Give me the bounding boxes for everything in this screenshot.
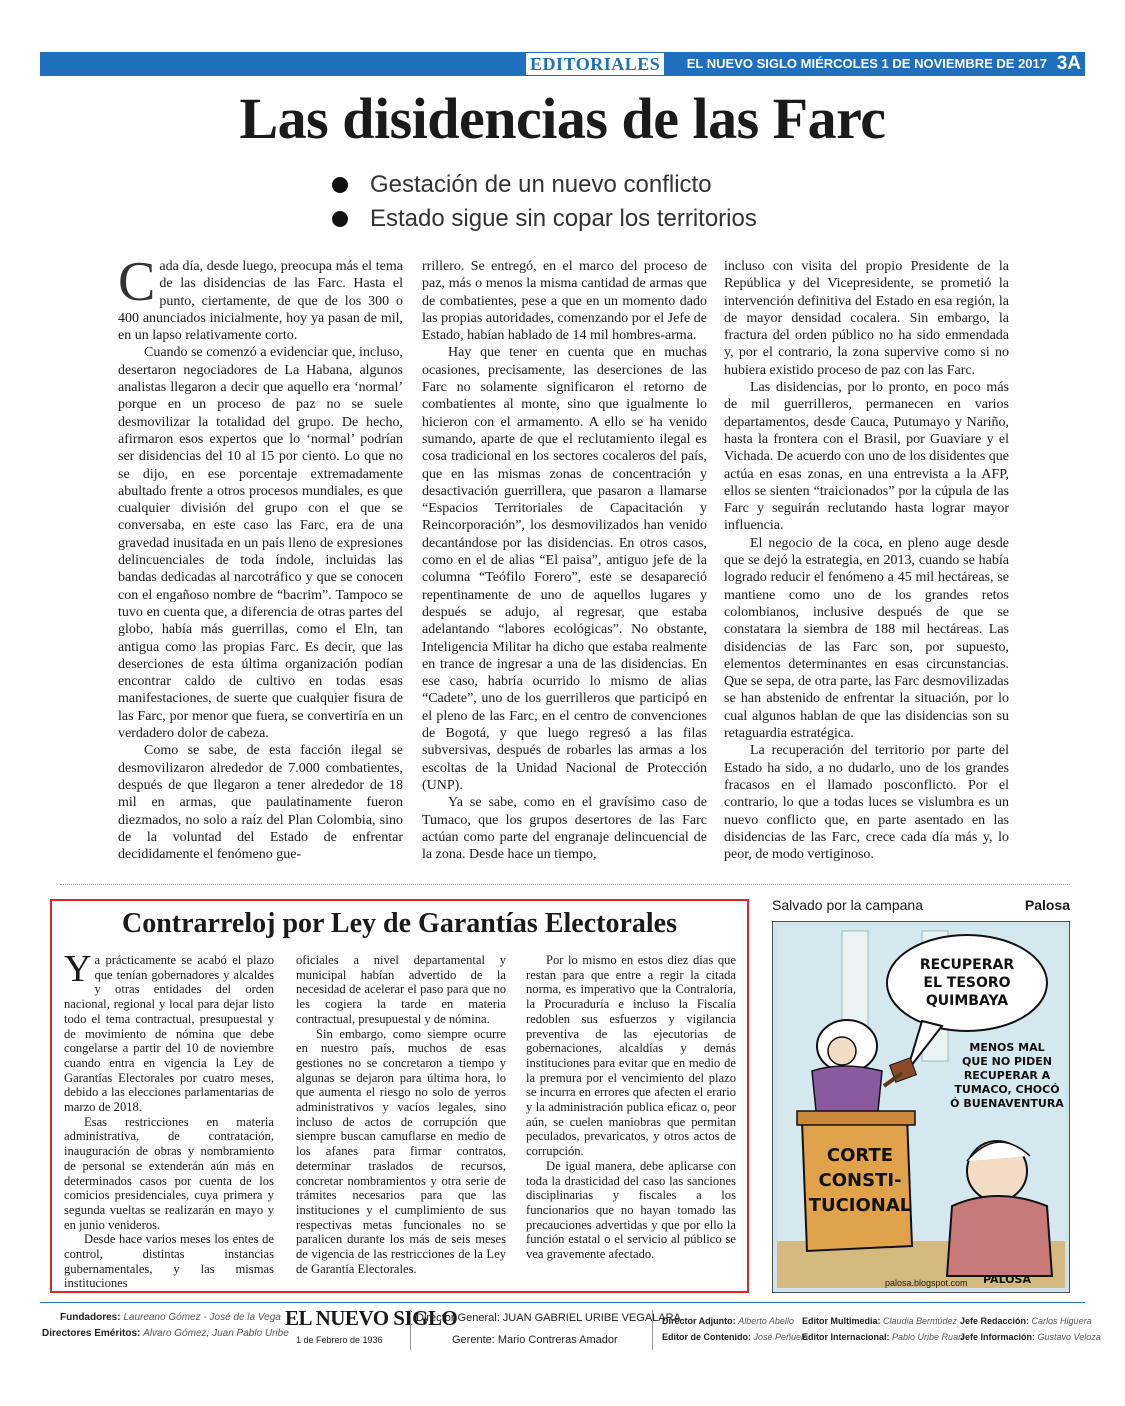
podium-sign-text: CORTE [826,1145,894,1166]
section-label: EDITORIALES [526,53,664,75]
cartoon-signature: PALOSA [983,1273,1031,1286]
footer-director-general: Director General: JUAN GABRIEL URIBE VEGALARA [416,1312,681,1324]
box-column-2 [296,953,506,1276]
box-paragraph: Sin embargo, como siempre ocurre en nuestro país, muchos de esas gestiones no se concretaron a tiempo y algunas se dejaron para última hora, lo que aumenta el riesgo no solo de yerros administrativos y vacíos legales, sino incluso de actos de corrupción que siempre buscan camuflarse en medio de los afanes para firmar contratos, determinar traslados de recursos, concretar nombramientos y otra serie de trámites necesarios para que las instituciones y el cumplimiento de sus respectivas metas funcionales no se paralicen durante los más de seis meses de vigencia de las restricciones de la Ley de Garantía Electorales. [296,1026,506,1276]
bubble-2-text: TUMACO, CHOCÓ [954,1083,1060,1096]
footer-separator [410,1310,411,1350]
editorial-paragraph: Ya se sabe, como en el gravísimo caso de Tumaco, que los grupos desertores de las Farc actúan como parte del engranaje delincuencial de la zona. Desde hace un tiempo, [422,795,707,863]
footer-separator [652,1310,653,1350]
headline: Las disidencias de las Farc [239,86,886,151]
boxed-editorial-title: Contrarreloj por Ley de Garantías Electorales [122,908,677,939]
subheadline-item: Estado sigue sin copar los territorios [330,202,757,236]
bubble-2-text: QUE NO PIDEN [961,1055,1053,1068]
bubble-2-text: Ó BUENAVENTURA [950,1097,1064,1110]
footer-founders: Fundadores: Laureano Gómez - José de la Vega [60,1312,281,1323]
newspaper-founding-date: 1 de Febrero de 1936 [296,1335,383,1345]
editorial-paragraph: Las disidencias, por lo pronto, en poco más de mil guerrilleros, permanecen en varios departamentos, desde Cauca, Putumayo y Nariño, hasta la frontera con el Brasil, por Guaviare y el Vichada. De acuerdo con uno de los disidentes que actúa en esas zonas, en una entrevista a la AFP, ellos se sienten “traicionados” por la cúpula de las Farc y seguirán reclutando hasta lograr mayor influencia. [724,380,1009,534]
editorial-paragraph: Cada día, desde luego, preocupa más el tema de las disidencias de las Farc. Hasta el punto, ciertamente, de que de los 300 o 400 anunciados inicialmente, hoy ya pasan de mil, en un lapso relativamente corto. [118,251,403,344]
drop-cap: Y [64,948,92,990]
footer-content-editor: Editor de Contenido: José Peñuela [662,1332,809,1342]
bubble-1-text: QUIMBAYA [925,993,1009,1009]
editorial-paragraph: Como se sabe, de esta facción ilegal se desmovilizaron alrededor de 7.000 combatientes, después de que llegaron a tener alrededor de 18 mil en armas, que paulatinamente fueron diezmados, no solo a raíz del Plan Colombia, sino de la voluntad del Estado de enfrentar decididamente el fenómeno gue- [118,743,403,863]
footer-manager: Gerente: Mario Contreras Amador [452,1334,618,1346]
drop-cap: C [118,251,156,313]
dateline: EL NUEVO SIGLO MIÉRCOLES 1 DE NOVIEMBRE DE 2017 [686,56,1047,71]
bullet-icon [332,211,348,227]
footer-rule [40,1302,1085,1303]
footer-multimedia-editor: Editor Multimedia: Claudia Bermúdez [802,1316,958,1326]
editorial-column-3 [724,258,1009,863]
bullet-icon [332,177,348,193]
editorial-paragraph: La recuperación del territorio por parte del Estado ha sido, a no dudarlo, uno de los grandes fracasos en el llamado posconflicto. Por el contrario, lo que a todas luces se vislumbra es un nuevo conflicto que, en parte asentado en las disidencias de las Farc, crece cada día más y, lo peor, de modo vertiginoso. [724,743,1009,863]
cartoon-author: Palosa [1024,897,1070,913]
bubble-2-text: MENOS MAL [969,1041,1045,1054]
section-header-bar [40,52,1085,76]
editorial-paragraph: Hay que tener en cuenta que en muchas ocasiones, precisamente, las deserciones de las Farc no solamente significaron el retorno de combatientes al monte, sino que igualmente lo hicieron con el armamento. A ello se ha venido sumando, aparte de que el reclutamiento ilegal es cosa tradicional en los sectores cocaleros del país, que en las mismas zonas de concentración y desactivación guerrillera, que pasaron a llamarse “Espacios Territoriales de Capacitación y Reincorporación”, los desmovilizados han venido decantándose por las disidencias. En otros casos, como en el de alias “El paisa”, antiguo jefe de la columna “Teófilo Forero”, este se desapareció repentinamente de uno de aquellos lugares y después se adujo, al regresar, que estaba adelantando “labores ecológicas”. No obstante, Inteligencia Militar ha dicho que estaba realmente en trance de ingresar a una de las disidencias. En ese caso, habría ocurrido lo mismo de alias “Cadete”, uno de los guerrilleros que participó en el pleno de las Farc, en el centro de convenciones de Bogotá, y que luego regresó a las filas subversivas, después de robarles las armas a los escoltas de la Unidad Nacional de Protección (UNP). [422,345,707,793]
bubble-1-text: EL TESORO [923,975,1011,991]
box-paragraph: Ya prácticamente se acabó el plazo que tenían gobernadores y alcaldes y otras entidades del orden nacional, regional y local para dejar listo todo el tema contractual, presupuestal y de movimiento de nómina que debe congelarse a partir del 10 de noviembre cuando entra en vigencia la Ley de Garantías Electorales por cuatro meses, debido a las elecciones parlamentarias de marzo de 2018. [64,948,274,1115]
box-paragraph: Desde hace varios meses los entes de control, distintas instancias gubernamentales, y las mismas instituciones [64,1232,274,1291]
box-paragraph: De igual manera, debe aplicarse con toda la drasticidad del caso las sanciones disciplinarias y fiscales a los funcionarios que no hayan tomado las precauciones advertidas y que por ello la función estatal o el servicio al público se vea gravemente afectado. [526,1158,736,1262]
box-paragraph: oficiales a nivel departamental y municipal habían advertido de la necesidad de acelerar el paso para que no les cogiera la tarde en materia contractual, presupuestal y de nómina. [296,953,506,1026]
box-paragraph: Por lo mismo en estos diez días que restan para que entre a regir la citada norma, es imperativo que la Contraloría, la Procuraduría e incluso la Fiscalía redoblen sus esfuerzos y vigilancia preventiva de las ejecutorias de gobernaciones, alcaldías y demás instituciones para evitar que en medio de la premura por el vencimiento del plazo se incurra en errores que afecten el erario y la administración publica eficaz o, peor aún, se cuelen maniobras que permitan peculados, prevaricatos, y otros actos de corrupción. [526,953,736,1159]
boxed-editorial [50,899,749,1293]
editorial-paragraph: Cuando se comenzó a evidenciar que, incluso, desertaron negociadores de La Habana, algunos analistas llegaron a decir que aquello era ‘normal’ porque en un proceso de paz no se suele desmovilizar la totalidad del grupo. De hecho, afirmaron esos expertos que lo ‘normal’ podrían ser disidencias del 10 al 15 por ciento. Lo que no se dijo, en ese porcentaje extremadamente abultado frente a otros procesos mundiales, es que cualquier división del grupo con el que se conversaba, en este caso las Farc, era de una gravedad inusitada en un país lleno de expresiones delincuenciales de toda índole, incluidas las bandas dedicadas al narcotráfico y que se conocen con el engañoso nombre de “bacrim”. Tampoco se tuvo en cuenta que, a diferencia de otras partes del globo, había más guerrillas, como el Eln, tan antigua como las propias Farc. Es decir, que las deserciones de esta última organización podían encontrar caldo de cultivo en todas esas manifestaciones, de suerte que cualquier fisura de las Farc, por menor que fuera, se convertiría en un verdadero dolor de cabeza. [118,345,403,742]
cartoon-credit: palosa.blogspot.com [885,1278,968,1288]
footer-newsroom-chief: Jefe Redacción: Carlos Higuera [960,1316,1092,1326]
dotted-divider [60,884,1070,885]
footer-information-chief: Jefe Información: Gustavo Veloza [960,1332,1101,1342]
editorial-column-2 [422,258,707,863]
editorial-paragraph: rrillero. Se entregó, en el marco del proceso de paz, más o menos la misma cantidad de armas que de combatientes, pese a que en un momento dado las propias autoridades, comenzando por el Jefe de Estado, habían hablado de 14 mil hombres-arma. [422,259,707,344]
page-number: 3A [1056,53,1081,74]
editorial-paragraph: incluso con visita del propio Presidente de la República y del Vicepresidente, se prometió la intervención definitiva del Estado en esa región, la de mayor densidad cocalera. Sin embargo, la fractura del orden público no ha sido enmendada y, por el contrario, la zona supervive como si no hubiera existido proceso de paz con las Farc. [724,259,1009,378]
editorial-column-1 [118,251,403,863]
cartoon-title: Salvado por la campana [772,897,923,913]
box-column-3 [526,953,736,1262]
editorial-cartoon [772,921,1070,1293]
footer-adjunct-director: Director Adjunto: Alberto Abello [662,1316,794,1326]
podium-sign-text: TUCIONAL [808,1195,912,1216]
newspaper-logo: EL NUEVO SIGLO [285,1306,458,1330]
subheadline-list [330,168,757,236]
bubble-2-text: RECUPERAR A [963,1069,1051,1082]
bubble-1-text: RECUPERAR [919,957,1015,973]
footer-emeritus: Directores Eméritos: Alvaro Gómez; Juan Pablo Uribe [42,1328,289,1339]
podium-sign-text: CONSTI- [818,1170,902,1191]
subheadline-item: Gestación de un nuevo conflicto [330,168,757,202]
box-paragraph: Esas restricciones en materia administrativa, de contratación, inauguración de obras y nombramiento de personal se extenderán aún más en determinados casos por cuenta de los comicios presidenciales, cuya primera y segunda vueltas se realizarán en mayo y en junio venideros. [64,1114,274,1232]
box-column-1 [64,948,274,1291]
footer-international-editor: Editor Internacional: Pablo Uribe Ruan [802,1332,964,1342]
editorial-paragraph: El negocio de la coca, en pleno auge desde que se dejó la estrategia, en 2013, cuando se había logrado reducir el fenómeno a 45 mil hectáreas, se mantiene como uno de los grandes retos colombianos, inclusive después de que se constatara la siembra de 188 mil hectáreas. Las disidencias de las Farc son, por supuesto, elementos determinantes en esas circunstancias. Que se sepa, de otra parte, las Farc desmovilizadas se han abstenido de enfrentar la situación, por lo cual algunos hablan de que las disidencias son su retaguardia estratégica. [724,535,1009,742]
